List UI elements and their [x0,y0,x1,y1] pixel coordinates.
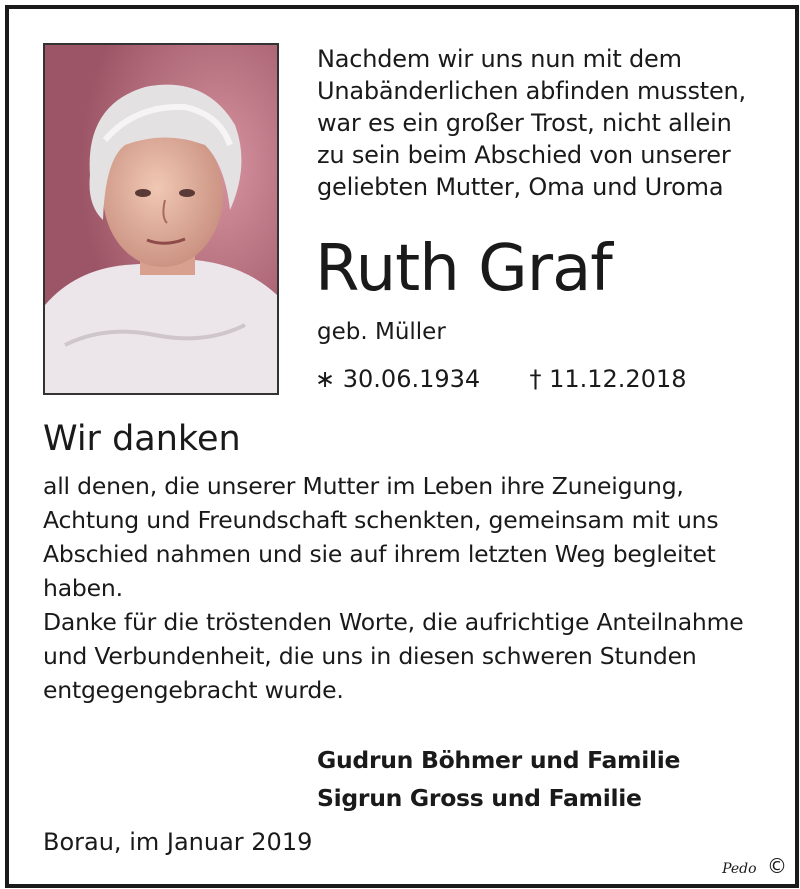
birth-star-icon: ∗ [315,365,336,393]
thanks-line: entgegengebracht wurde. [43,676,344,704]
signers-block [317,741,680,817]
intro-line: war es ein großer Trost, nicht allein [317,109,732,137]
obituary-card [5,5,799,888]
life-dates [315,363,687,395]
deceased-name: Ruth Graf [315,232,612,306]
intro-line: geliebten Mutter, Oma und Uroma [317,173,724,201]
death-date: 11.12.2018 [549,365,687,393]
signer-name: Sigrun Gross und Familie [317,784,642,812]
birth-date: 30.06.1934 [342,365,481,393]
intro-line: Unabänderlichen abfinden mussten, [317,77,746,105]
thanks-text [43,469,773,707]
thanks-line: Abschied nahmen und sie auf ihrem letzten Weg begleitet [43,540,716,568]
thanks-line: all denen, die unserer Mutter im Leben ihre Zuneigung, [43,472,684,500]
thanks-heading: Wir danken [43,419,241,459]
place-and-date: Borau, im Januar 2019 [43,828,313,856]
portrait-image [45,45,277,393]
death-cross-icon: † [529,365,542,393]
thanks-line: Danke für die tröstenden Worte, die aufrichtige Anteilnahme [43,608,744,636]
intro-text [317,43,787,203]
thanks-line: Achtung und Freundschaft schenkten, gemeinsam mit uns [43,506,719,534]
signer-name: Gudrun Böhmer und Familie [317,746,681,774]
publisher-brand [722,854,787,878]
portrait-photo [43,43,279,395]
copyright-icon: © [767,854,787,878]
intro-line: Nachdem wir uns nun mit dem [317,45,682,73]
brand-logo: Pedo [722,861,757,877]
thanks-line: und Verbundenheit, die uns in diesen schweren Stunden [43,642,697,670]
intro-line: zu sein beim Abschied von unserer [317,141,731,169]
thanks-line: haben. [43,574,123,602]
maiden-name: geb. Müller [317,319,446,345]
